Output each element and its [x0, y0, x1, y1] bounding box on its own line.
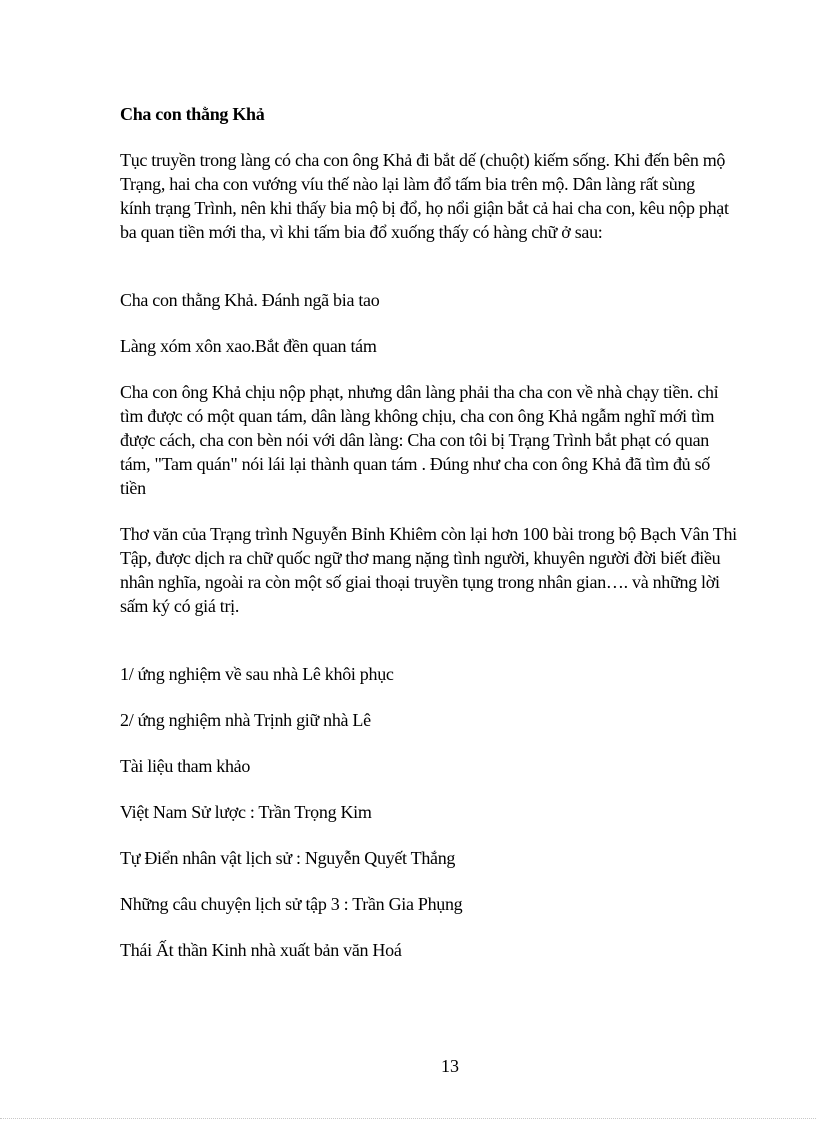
story-paragraph-2	[120, 380, 810, 500]
story-paragraph	[120, 148, 810, 244]
paragraph-line: nhân nghĩa, ngoài ra còn một số giai thoại truyền tụng trong nhân gian…. và những lời	[120, 572, 720, 592]
list-item-2: 2/ ứng nghiệm nhà Trịnh giữ nhà Lê	[120, 710, 371, 730]
reference-item: Việt Nam Sử lược : Trần Trọng Kim	[120, 802, 372, 822]
reference-item: Những câu chuyện lịch sử tập 3 : Trần Gia Phụng	[120, 894, 463, 914]
page-content	[120, 102, 810, 984]
paragraph-line: Tục truyền trong làng có cha con ông Khả đi bắt dế (chuột) kiếm sống. Khi đến bên mộ	[120, 150, 726, 170]
verse-line-2: Làng xóm xôn xao.Bắt đền quan tám	[120, 336, 377, 356]
reference-item: Thái Ất thần Kinh nhà xuất bản văn Hoá	[120, 940, 402, 960]
page-number: 13	[441, 1056, 459, 1076]
verse-line-1: Cha con thằng Khả. Đánh ngã bia tao	[120, 290, 380, 310]
paragraph-line: tiền	[120, 478, 146, 498]
reference-item: Tự Điển nhân vật lịch sử : Nguyễn Quyết Thắng	[120, 848, 456, 868]
page-bottom-divider	[0, 1118, 816, 1119]
poetry-paragraph	[120, 522, 810, 618]
paragraph-line: Tập, được dịch ra chữ quốc ngữ thơ mang nặng tình người, khuyên người đời biết điều	[120, 548, 721, 568]
paragraph-line: ba quan tiền mới tha, vì khi tấm bia đổ xuống thấy có hàng chữ ở sau:	[120, 222, 603, 242]
paragraph-line: kính trạng Trình, nên khi thấy bia mộ bị đổ, họ nổi giận bắt cả hai cha con, kêu nộp phạt	[120, 198, 729, 218]
references-heading: Tài liệu tham khảo	[120, 756, 251, 776]
section-title: Cha con thằng Khả	[120, 104, 265, 124]
paragraph-line: tám, "Tam quán" nói lái lại thành quan tám . Đúng như cha con ông Khả đã tìm đủ số	[120, 454, 710, 474]
paragraph-line: Trạng, hai cha con vướng víu thế nào lại làm đổ tấm bia trên mộ. Dân làng rất sùng	[120, 174, 695, 194]
paragraph-line: tìm được có một quan tám, dân làng không chịu, cha con ông Khả ngẫm nghĩ mới tìm	[120, 406, 715, 426]
paragraph-line: Cha con ông Khả chịu nộp phạt, nhưng dân làng phải tha cha con về nhà chạy tiền. chỉ	[120, 382, 719, 402]
paragraph-line: Thơ văn của Trạng trình Nguyễn Bỉnh Khiêm còn lại hơn 100 bài trong bộ Bạch Vân Thi	[120, 524, 737, 544]
paragraph-line: sấm ký có giá trị.	[120, 596, 240, 616]
list-item-1: 1/ ứng nghiệm về sau nhà Lê khôi phục	[120, 664, 394, 684]
paragraph-line: được cách, cha con bèn nói với dân làng: Cha con tôi bị Trạng Trình bắt phạt có quan	[120, 430, 709, 450]
